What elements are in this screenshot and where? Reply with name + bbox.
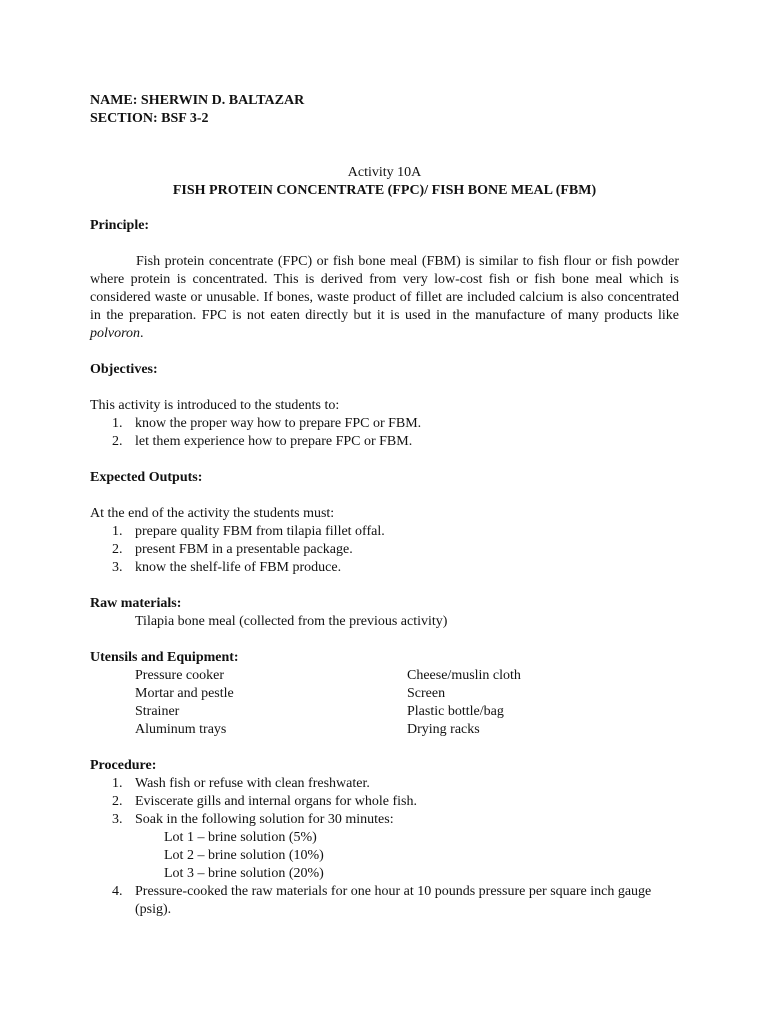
list-item [90, 433, 679, 451]
utensil-left: Pressure cooker [135, 668, 225, 683]
principle-text: Fish protein concentrate (FPC) or fish bone meal (FBM) is similar to fish flour or fish powder where protein is concentrated. This is derived from very low-cost fish or fish bone meal which is considered waste or unusable. If bones, waste product of fillet are included calcium is also concentrated in the preparation. FPC is not eaten directly but it is used in the manufacture of many products like [90, 254, 679, 323]
list-item [90, 523, 679, 541]
student-section: SECTION: BSF 3-2 [90, 111, 209, 126]
utensil-right: Screen [407, 686, 446, 701]
utensil-left: Strainer [135, 704, 180, 719]
item-text: prepare quality FBM from tilapia fillet offal. [135, 524, 385, 539]
utensil-right: Cheese/muslin cloth [407, 668, 521, 683]
objectives-intro: This activity is introduced to the students to: [90, 398, 340, 413]
objectives-heading: Objectives: [90, 362, 158, 377]
item-number: 3. [112, 560, 123, 575]
item-number: 1. [112, 416, 123, 431]
step-text: Soak in the following solution for 30 minutes: [135, 812, 394, 827]
utensils-row [90, 721, 679, 739]
list-item [90, 415, 679, 433]
list-item [90, 541, 679, 559]
utensils-table [90, 667, 679, 739]
activity-title: FISH PROTEIN CONCENTRATE (FPC)/ FISH BONE MEAL (FBM) [172, 183, 597, 198]
step-text: Pressure-cooked the raw materials for one hour at 10 pounds pressure per square inch gauge (psig). [135, 884, 652, 917]
utensils-row [90, 685, 679, 703]
utensil-right: Drying racks [407, 722, 480, 737]
expected-outputs-intro: At the end of the activity the students must: [90, 506, 335, 521]
item-text: know the shelf-life of FBM produce. [135, 560, 342, 575]
principle-paragraph [90, 253, 679, 343]
expected-outputs-heading: Expected Outputs: [90, 470, 203, 485]
procedure-step [90, 793, 679, 811]
raw-materials-text: Tilapia bone meal (collected from the previous activity) [135, 614, 448, 629]
step-text: Eviscerate gills and internal organs for whole fish. [135, 794, 417, 809]
step-number: 3. [112, 812, 123, 827]
list-item [90, 559, 679, 577]
principle-italic-term: polvoron [90, 326, 141, 341]
procedure-step [90, 775, 679, 793]
raw-materials-heading: Raw materials: [90, 596, 182, 611]
document-page [90, 92, 679, 919]
item-number: 1. [112, 524, 123, 539]
brine-lot: Lot 1 – brine solution (5%) [164, 830, 317, 845]
item-text: present FBM in a presentable package. [135, 542, 353, 557]
activity-number: Activity 10A [347, 165, 422, 180]
item-text: let them experience how to prepare FPC or FBM. [135, 434, 413, 449]
procedure-heading: Procedure: [90, 758, 157, 773]
utensils-row [90, 667, 679, 685]
utensil-left: Mortar and pestle [135, 686, 234, 701]
procedure-step [90, 811, 679, 883]
student-name: NAME: SHERWIN D. BALTAZAR [90, 93, 305, 108]
brine-lot: Lot 2 – brine solution (10%) [164, 848, 324, 863]
procedure-step [90, 883, 679, 919]
objectives-list [90, 415, 679, 451]
brine-lot: Lot 3 – brine solution (20%) [164, 866, 324, 881]
step-number: 2. [112, 794, 123, 809]
utensils-heading: Utensils and Equipment: [90, 650, 239, 665]
utensils-row [90, 703, 679, 721]
principle-text-end: . [140, 326, 144, 341]
procedure-list [90, 775, 679, 919]
item-text: know the proper way how to prepare FPC or FBM. [135, 416, 422, 431]
item-number: 2. [112, 434, 123, 449]
step-text: Wash fish or refuse with clean freshwater. [135, 776, 370, 791]
principle-heading: Principle: [90, 218, 150, 233]
step-number: 4. [112, 884, 123, 899]
utensil-left: Aluminum trays [135, 722, 227, 737]
item-number: 2. [112, 542, 123, 557]
step-number: 1. [112, 776, 123, 791]
expected-outputs-list [90, 523, 679, 577]
utensil-right: Plastic bottle/bag [407, 704, 504, 719]
